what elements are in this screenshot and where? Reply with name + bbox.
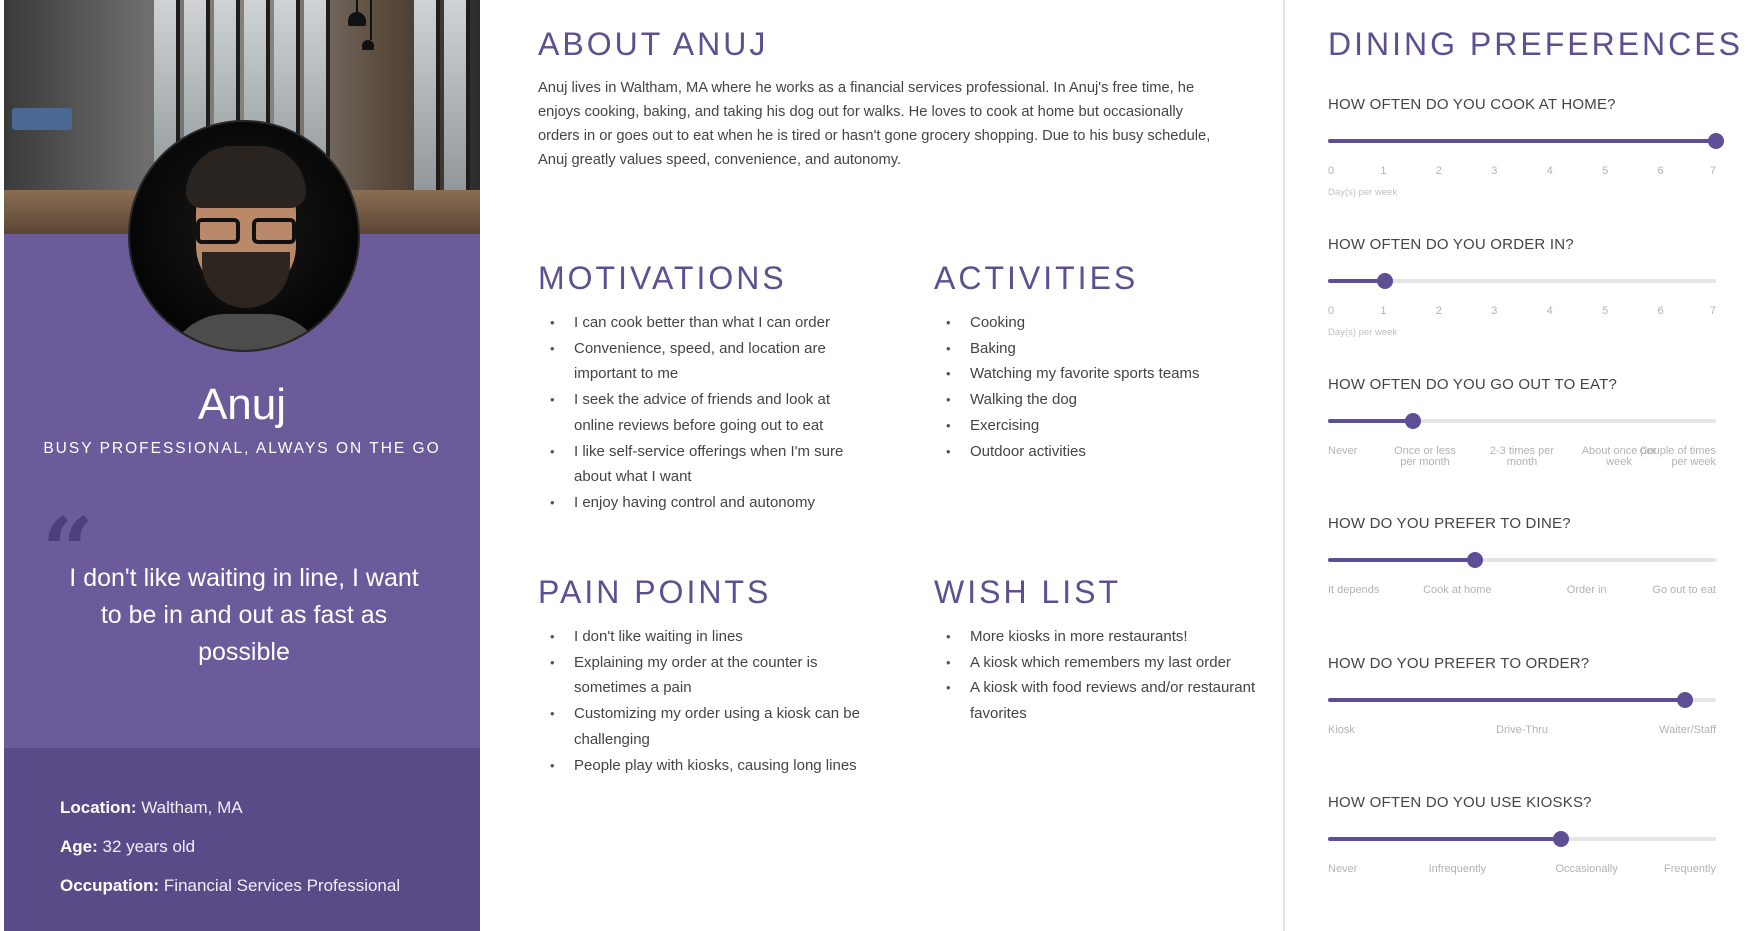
dining-question: HOW DO YOU PREFER TO DINE?	[1328, 515, 1571, 532]
dining-title: DINING PREFERENCES	[1328, 26, 1743, 62]
motivations-list	[540, 310, 870, 516]
slider-tick-label: Infrequently	[1428, 863, 1487, 875]
pain-points-list	[540, 624, 880, 778]
slider-tick-label: Order in	[1566, 584, 1607, 596]
slider-ticks	[1328, 864, 1716, 894]
column-divider	[1283, 0, 1285, 931]
slider-tick-label: Cook at home	[1423, 584, 1492, 596]
slider-fill	[1328, 558, 1475, 562]
slider-fill	[1328, 698, 1685, 702]
slider-handle[interactable]	[1708, 133, 1724, 149]
detail-label: Occupation:	[60, 876, 160, 895]
detail-value: Waltham, MA	[141, 798, 243, 817]
avatar-beard	[202, 252, 290, 308]
slider-tick-label: Frequently	[1664, 863, 1716, 875]
slider-tick-label: 7	[1709, 305, 1716, 317]
dining-question: HOW OFTEN DO YOU ORDER IN?	[1328, 236, 1574, 253]
slider-tick-label: Once or less per month	[1394, 445, 1456, 468]
slider-unit: Day(s) per week	[1328, 187, 1398, 198]
list-item: • Cooking	[936, 310, 1266, 336]
avatar-shirt	[166, 314, 326, 352]
slider-tick-label: Drive-Thru	[1496, 724, 1548, 736]
list-item: • More kiosks in more restaurants!	[936, 624, 1256, 650]
dining-question: HOW DO YOU PREFER TO ORDER?	[1328, 655, 1590, 672]
slider-tick-label: 1	[1380, 165, 1387, 177]
pendant-lamp-icon	[362, 40, 374, 50]
list-item: • People play with kiosks, causing long lines	[540, 753, 880, 779]
sofa	[12, 108, 72, 130]
slider-tick-label: 5	[1602, 165, 1609, 177]
slider-fill	[1328, 419, 1413, 423]
detail-location	[60, 798, 243, 818]
slider-fill	[1328, 139, 1716, 143]
pendant-lamp-icon	[348, 12, 366, 26]
avatar	[128, 120, 360, 352]
slider-tick-label: 0	[1328, 165, 1335, 177]
list-item: • I can cook better than what I can order	[540, 310, 870, 336]
pain-points-title: PAIN POINTS	[538, 574, 772, 610]
avatar-hair	[186, 146, 306, 208]
list-item: • A kiosk which remembers my last order	[936, 650, 1256, 676]
slider-fill	[1328, 837, 1561, 841]
slider-ticks	[1328, 446, 1716, 476]
list-item: • Baking	[936, 336, 1266, 362]
list-item: • Watching my favorite sports teams	[936, 361, 1266, 387]
slider-tick-label: 2	[1435, 305, 1442, 317]
about-text: Anuj lives in Waltham, MA where he works as a financial services professional. In Anuj's free time, he enjoys cooking, baking, and taking his dog out for walks. He loves to cook at home but occasionally orders in or goes out to eat when he is tired or hasn't gone grocery shopping. Due to his busy schedule, Anuj greatly values speed, convenience, and autonomy.	[538, 80, 1211, 168]
preference-slider[interactable]	[1328, 139, 1716, 143]
list-item: • I don't like waiting in lines	[540, 624, 880, 650]
list-item: • Explaining my order at the counter is sometimes a pain	[540, 650, 880, 701]
slider-tick-label: 1	[1380, 305, 1387, 317]
detail-label: Age:	[60, 837, 98, 856]
window-pane	[444, 0, 470, 200]
slider-tick-label: 3	[1491, 305, 1498, 317]
slider-tick-label: 3	[1491, 165, 1498, 177]
slider-tick-label: About once per week	[1581, 445, 1657, 468]
slider-tick-label: Never	[1328, 445, 1358, 457]
activities-title: ACTIVITIES	[934, 260, 1139, 296]
persona-details	[4, 748, 480, 931]
preference-slider[interactable]	[1328, 279, 1716, 283]
slider-handle[interactable]	[1405, 413, 1421, 429]
motivations-title: MOTIVATIONS	[538, 260, 787, 296]
slider-tick-label: Never	[1328, 863, 1358, 875]
slider-ticks	[1328, 725, 1716, 755]
quote-mark-icon: “	[42, 498, 94, 604]
slider-tick-label: 0	[1328, 305, 1335, 317]
slider-tick-label: Couple of times per week	[1639, 445, 1716, 468]
slider-tick-label: 2	[1435, 165, 1442, 177]
slider-handle[interactable]	[1553, 831, 1569, 847]
slider-unit: Day(s) per week	[1328, 327, 1398, 338]
list-item: • Customizing my order using a kiosk can be challenging	[540, 701, 880, 752]
list-item: • I seek the advice of friends and look at online reviews before going out to eat	[540, 387, 870, 438]
detail-age	[60, 837, 195, 857]
window-pane	[414, 0, 440, 200]
list-item: • Convenience, speed, and location are important to me	[540, 336, 870, 387]
persona-panel	[4, 0, 480, 931]
dining-question: HOW OFTEN DO YOU GO OUT TO EAT?	[1328, 376, 1618, 393]
slider-tick-label: 6	[1657, 165, 1664, 177]
slider-tick-label: 5	[1602, 305, 1609, 317]
dining-question: HOW OFTEN DO YOU USE KIOSKS?	[1328, 794, 1592, 811]
preference-slider[interactable]	[1328, 558, 1716, 562]
slider-ticks	[1328, 585, 1716, 615]
slider-tick-label: 6	[1657, 305, 1664, 317]
activities-list	[936, 310, 1266, 464]
slider-tick-label: Go out to eat	[1652, 584, 1716, 596]
wish-list-title: WISH LIST	[934, 574, 1122, 610]
slider-tick-label: It depends	[1328, 584, 1380, 596]
about-title: ABOUT ANUJ	[538, 26, 769, 62]
slider-tick-label: 4	[1546, 165, 1553, 177]
slider-handle[interactable]	[1677, 692, 1693, 708]
slider-tick-label: 2-3 times per month	[1489, 445, 1555, 468]
detail-value: Financial Services Professional	[163, 876, 401, 895]
list-item: • Walking the dog	[936, 387, 1266, 413]
glasses-icon	[192, 218, 300, 246]
detail-occupation	[60, 876, 400, 896]
list-item: • A kiosk with food reviews and/or restaurant favorites	[936, 675, 1256, 726]
slider-handle[interactable]	[1377, 273, 1393, 289]
lamp-cord	[370, 0, 372, 40]
detail-label: Location:	[60, 798, 137, 817]
slider-tick-label: Occasionally	[1555, 863, 1618, 875]
dining-question: HOW OFTEN DO YOU COOK AT HOME?	[1328, 96, 1616, 113]
preference-slider[interactable]	[1328, 837, 1716, 841]
persona-quote: I don't like waiting in line, I want to be in and out as fast as possible	[69, 564, 419, 666]
slider-handle[interactable]	[1467, 552, 1483, 568]
slider-tick-label: 4	[1546, 305, 1553, 317]
preference-slider[interactable]	[1328, 419, 1716, 423]
detail-value: 32 years old	[102, 837, 196, 856]
slider-tick-label: Kiosk	[1328, 724, 1355, 736]
list-item: • I like self-service offerings when I'm sure about what I want	[540, 439, 870, 490]
persona-tagline: BUSY PROFESSIONAL, ALWAYS ON THE GO	[43, 440, 441, 457]
preference-slider[interactable]	[1328, 698, 1716, 702]
list-item: • Exercising	[936, 413, 1266, 439]
list-item: • Outdoor activities	[936, 439, 1266, 465]
list-item: • I enjoy having control and autonomy	[540, 490, 870, 516]
persona-name: Anuj	[197, 380, 287, 429]
slider-tick-label: 7	[1709, 165, 1716, 177]
slider-tick-label: Waiter/Staff	[1659, 724, 1716, 736]
wish-list	[936, 624, 1256, 727]
